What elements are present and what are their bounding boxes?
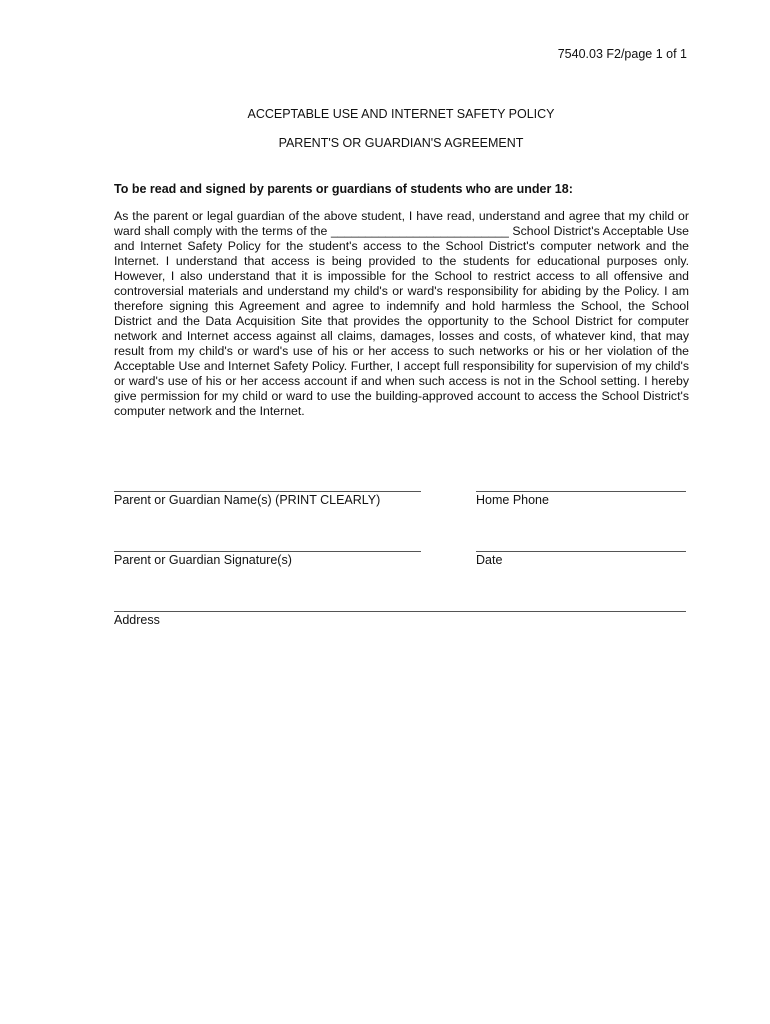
guardian-name-label: Parent or Guardian Name(s) (PRINT CLEARLY) <box>114 493 381 507</box>
home-phone-line <box>476 491 686 492</box>
date-label: Date <box>476 553 503 567</box>
agreement-text-part1: As the parent or legal guardian of the above student, I have read, understand and agree that my child or ward shall comply with the terms of the <box>114 209 689 238</box>
agreement-text-part2: School District's Acceptable Use and Internet Safety Policy for the student's access to the School District's computer network and the Internet. I understand that access is being provided to the students for educational purposes only. However, I also understand that it is impossible for the School to restrict access to all offensive and controversial materials and understand my child's or ward's responsibility for abiding by the Policy. I am therefore signing this Agreement and agree to indemnify and hold harmless the School, the School District and the Data Acquisition Site that provides the opportunity to the School District for computer network and Internet access against all claims, damages, losses and costs, of whatever kind, that may result from my child's or ward's use of his or her access to such networks or his or her violation of the Acceptable Use and Internet Safety Policy. Further, I accept full responsibility for supervision of my child's or ward's use of his or her access account if and when such access is not in the School setting. I hereby give permission for my child or ward to use the building-approved account to access the School District's computer network and the Internet. <box>114 224 689 418</box>
guardian-name-line <box>114 491 421 492</box>
document-subtitle: PARENT'S OR GUARDIAN'S AGREEMENT <box>278 136 524 150</box>
agreement-paragraph <box>114 209 689 419</box>
home-phone-label: Home Phone <box>476 493 549 507</box>
date-line <box>476 551 686 552</box>
page-reference: 7540.03 F2/page 1 of 1 <box>557 47 687 61</box>
guardian-signature-label: Parent or Guardian Signature(s) <box>114 553 292 567</box>
address-line <box>114 611 686 612</box>
district-name-blank: __________________________ <box>330 224 509 238</box>
guardian-signature-line <box>114 551 421 552</box>
address-label: Address <box>114 613 160 627</box>
instruction-text: To be read and signed by parents or guardians of students who are under 18: <box>114 182 573 196</box>
document-title: ACCEPTABLE USE AND INTERNET SAFETY POLICY <box>247 107 555 121</box>
